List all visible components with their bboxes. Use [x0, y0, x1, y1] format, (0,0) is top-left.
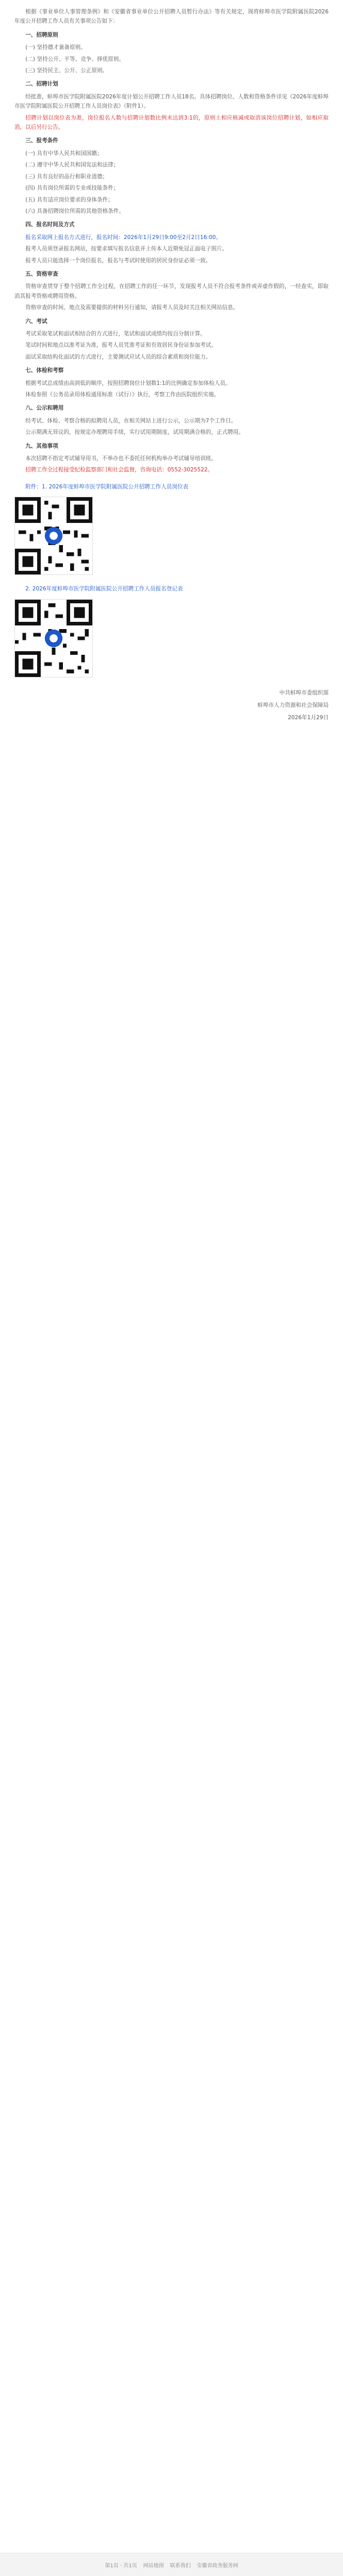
section — [14, 442, 329, 475]
footer-link[interactable]: 网站地图 — [143, 2563, 164, 2569]
section-heading: 九、其他事项 — [25, 443, 58, 449]
attachment-link[interactable]: 2. 2026年度蚌埠市医学院附属医院公开招聘工作人员报名登记表 — [25, 586, 183, 592]
section-paragraph: 考试采取笔试和面试相结合的方式进行，笔试和面试成绩均按百分制计算。 — [25, 330, 206, 337]
section-paragraph: 资格审查的时间、地点及需要提供的材料另行通知，请报考人员及时关注相关网站信息。 — [25, 304, 239, 311]
section-paragraph: 根据考试总成绩由高到低的顺序，按照招聘岗位计划数1:1的比例确定参加体检人员。 — [25, 380, 231, 386]
footer-link[interactable]: 安徽省政务服务网 — [197, 2563, 238, 2569]
section-paragraph: (五) 具有适应岗位要求的身体条件； — [25, 196, 113, 203]
qr-code-image — [14, 599, 93, 677]
signature-org: 蚌埠市人力资源和社会保障局 — [257, 702, 329, 708]
section-heading: 二、招聘计划 — [25, 81, 58, 88]
section-heading: 五、资格审查 — [25, 270, 58, 277]
footer-text: 第1页 · 共1页 — [105, 2563, 137, 2569]
signature-block — [14, 687, 329, 724]
section — [14, 79, 329, 132]
section-paragraph: 本次招聘不指定考试辅导用书，不举办也不委托任何机构举办考试辅导培训班。 — [25, 455, 217, 462]
section-paragraph: (三) 具有良好的品行和职业道德； — [25, 173, 108, 180]
section — [14, 269, 329, 313]
signature-org: 中共蚌埠市委组织部 — [279, 689, 329, 696]
principle-item: (二) 坚持公开、平等、竞争、择优原则。 — [25, 56, 124, 62]
footer-link[interactable]: 联系我们 — [170, 2563, 191, 2569]
section-paragraph: 招聘计划以岗位表为准，岗位报名人数与招聘计划数比例未达到3:1的，原则上相应核减或取消该岗位招聘计划，如相应取消，以后另行公告。 — [14, 114, 329, 131]
principle-item: (一) 坚持德才兼备原则。 — [25, 44, 86, 51]
signature-date: 2026年1月29日 — [288, 714, 329, 721]
section-paragraph: 报名采取网上报名方式进行，报名时间：2026年1月29日9:00至2月2日16:00。 — [25, 234, 222, 241]
section-heading: 四、报名时间及方式 — [25, 222, 75, 228]
section-heading: 七、体检和考察 — [25, 367, 64, 374]
section-paragraph: 体检参照《公务员录用体检通用标准（试行）》执行，考察工作由医院组织实施。 — [25, 392, 220, 398]
section-paragraph: 招聘工作全过程接受纪检监察部门和社会监督，咨询电话：0552-3025522。 — [25, 467, 214, 473]
section-paragraph: (四) 具有岗位所需的专业或技能条件； — [25, 185, 119, 192]
section — [14, 317, 329, 362]
section — [14, 366, 329, 399]
section-paragraph: (六) 具备招聘岗位所需的其他资格条件。 — [25, 208, 124, 214]
section-heading: 三、报考条件 — [25, 138, 58, 144]
section-paragraph: 报考人员须登录报名网站，按要求填写报名信息并上传本人近期免冠正面电子照片。 — [25, 246, 228, 252]
attachment-link[interactable]: 附件：1. 2026年度蚌埠市医学院附属医院公开招聘工作人员岗位表 — [25, 483, 189, 490]
section-paragraph: 公示期满无异议的，按规定办理聘用手续，实行试用期制度，试用期满合格的，正式聘用。 — [25, 429, 244, 436]
section — [14, 220, 329, 265]
section — [14, 136, 329, 216]
section-paragraph: 经考试、体检、考察合格的拟聘用人员，在相关网站上进行公示，公示期为7个工作日。 — [25, 417, 237, 424]
page-footer — [0, 2553, 343, 2576]
intro-paragraph: 根据《事业单位人事管理条例》和《安徽省事业单位公开招聘人员暂行办法》等有关规定，现将蚌埠市医学院附属医院2026年度公开招聘工作人员有关事项公告如下： — [14, 9, 329, 25]
section-paragraph: 报考人员只能选择一个岗位报名，报名与考试时使用的居民身份证必须一致。 — [25, 257, 211, 264]
section-paragraph: 经批准，蚌埠市医学院附属医院2026年度计划公开招聘工作人员18名。具体招聘岗位、人数和资格条件详见《2026年度蚌埠市医学院附属医院公开招聘工作人员岗位表》（附件1）。 — [14, 93, 329, 110]
section-paragraph: (一) 具有中华人民共和国国籍； — [25, 150, 103, 157]
section — [14, 403, 329, 437]
section-paragraph: 笔试时间和地点以准考证为准，报考人员凭准考证和有效居民身份证参加考试。 — [25, 342, 217, 349]
section-heading: 一、招聘原则 — [25, 31, 58, 38]
section-paragraph: (二) 遵守中华人民共和国宪法和法律； — [25, 162, 119, 168]
qr-code-image — [14, 497, 93, 575]
section-paragraph: 资格审查贯穿于整个招聘工作全过程，在招聘工作的任一环节，发现报考人员不符合报考条件或弄虚作假的，一经查实，即取消其报考资格或聘用资格。 — [14, 283, 329, 299]
section-heading: 八、公示和聘用 — [25, 405, 64, 412]
section-paragraph: 面试采取结构化面试的方式进行，主要测试应试人员的综合素质和岗位能力。 — [25, 353, 211, 360]
section-heading: 六、考试 — [25, 318, 47, 325]
principle-item: (三) 坚持民主、公开、公正原则。 — [25, 67, 108, 74]
